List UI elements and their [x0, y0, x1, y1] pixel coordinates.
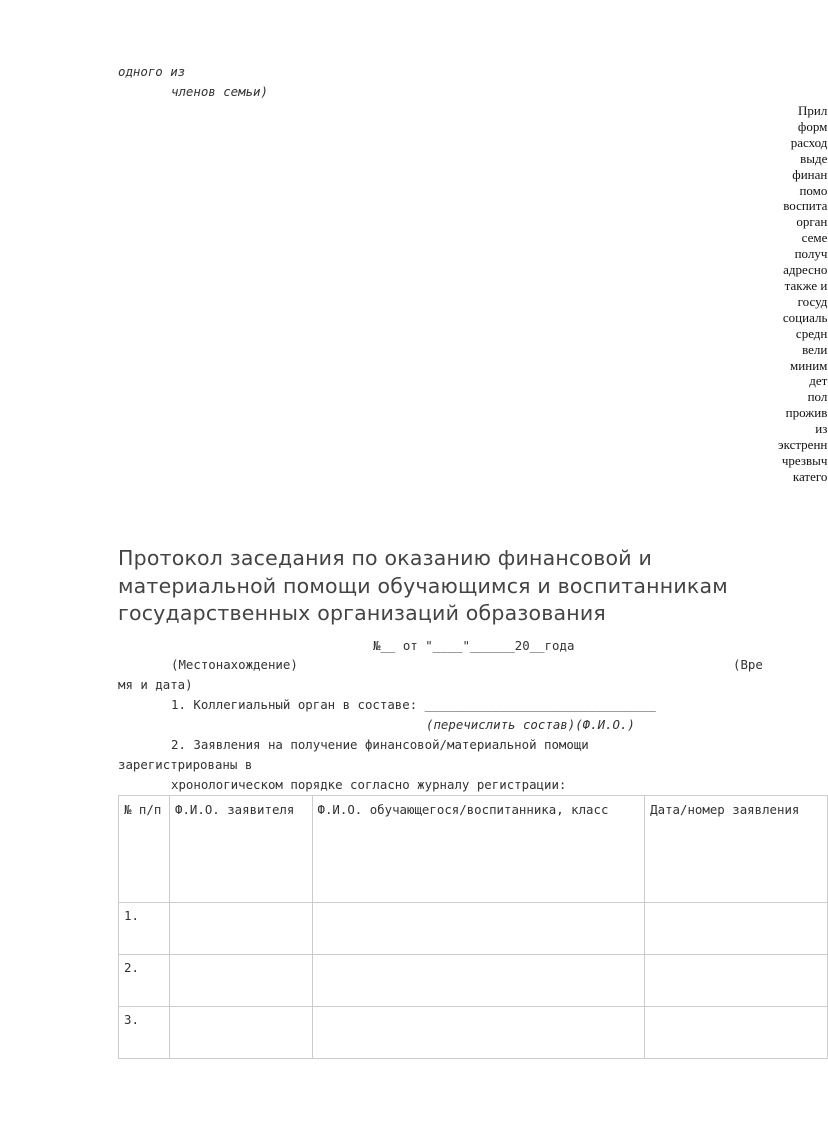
item-1-note [426, 719, 635, 731]
cell-applicant [169, 1007, 312, 1059]
cell-date [645, 903, 828, 955]
item-1-collegial-body: 1. Коллегиальный орган в составе: _______________________________ [171, 697, 656, 712]
annex-line: средн [795, 325, 828, 341]
document-title [118, 545, 728, 628]
cell-date [645, 955, 828, 1007]
annex-line: получ [794, 246, 828, 262]
annex-line: дет [809, 373, 828, 389]
header-number: № п/п [119, 796, 170, 903]
row-number: 2. [119, 955, 170, 1007]
cell-applicant [169, 903, 312, 955]
table-header-row [119, 796, 828, 903]
item-2-line-1: 2. Заявления на получение финансовой/материальной помощи [171, 737, 589, 752]
annex-line: чрезвыч [781, 452, 828, 468]
row-number: 3. [119, 1007, 170, 1059]
registration-table [118, 795, 828, 1059]
item-2-line-2: зарегистрированы в [118, 757, 253, 772]
annex-line: госуд [797, 293, 828, 309]
annex-line: миним [790, 357, 828, 373]
cell-date [645, 1007, 828, 1059]
annex-line: воспита [783, 198, 828, 214]
cell-student [312, 1007, 645, 1059]
table-row [119, 903, 828, 955]
item-1-note-plain: (Ф.И.О.) [575, 717, 635, 732]
cell-student [312, 955, 645, 1007]
time-date-label-part2: мя и дата) [118, 677, 193, 692]
cell-applicant [169, 955, 312, 1007]
title-line-1: Протокол заседания по оказанию финансовой и [118, 546, 652, 570]
annex-line: вели [802, 341, 828, 357]
cell-student [312, 903, 645, 955]
title-line-3: государственных организаций образования [118, 601, 606, 625]
annex-line: помо [799, 182, 828, 198]
annex-line: выде [800, 150, 828, 166]
header-student-name-class: Ф.И.О. обучающегося/воспитанника, класс [312, 796, 645, 903]
annex-line: орган [796, 214, 828, 230]
location-label: (Местонахождение) [171, 657, 298, 672]
header-application-date-number: Дата/номер заявления [645, 796, 828, 903]
header-fragment-line1: одного из [118, 64, 186, 79]
annex-line: Прил [798, 103, 828, 118]
annex-line: расход [790, 134, 828, 150]
header-fragment-line2 [171, 86, 268, 98]
header-fragment-line2-text: членов семьи) [171, 84, 268, 99]
annex-line: семе [801, 230, 828, 246]
title-line-2: материальной помощи обучающимся и воспитанникам [118, 573, 728, 598]
annex-line: из [815, 421, 828, 437]
item-2-line-3: хронологическом порядке согласно журналу регистрации: [171, 777, 567, 792]
annex-line: катего [792, 468, 828, 484]
header-applicant-name: Ф.И.О. заявителя [169, 796, 312, 903]
annex-line: форм [797, 118, 828, 134]
protocol-number-line: №__ от "____"______20__года [373, 638, 575, 653]
table-row [119, 955, 828, 1007]
annex-line: социаль [782, 309, 828, 325]
table-row [119, 1007, 828, 1059]
annex-line: прожив [785, 405, 828, 421]
row-number: 1. [119, 903, 170, 955]
annex-line: пол [807, 389, 828, 405]
time-date-label-part1: (Вре [733, 657, 763, 672]
annex-line: также и [784, 277, 828, 293]
annex-line: экстренн [778, 437, 828, 453]
item-1-note-italic: (перечислить состав) [426, 717, 576, 732]
annex-line: адресно [783, 262, 828, 278]
annex-line: финан [792, 166, 828, 182]
annex-text [778, 103, 828, 485]
